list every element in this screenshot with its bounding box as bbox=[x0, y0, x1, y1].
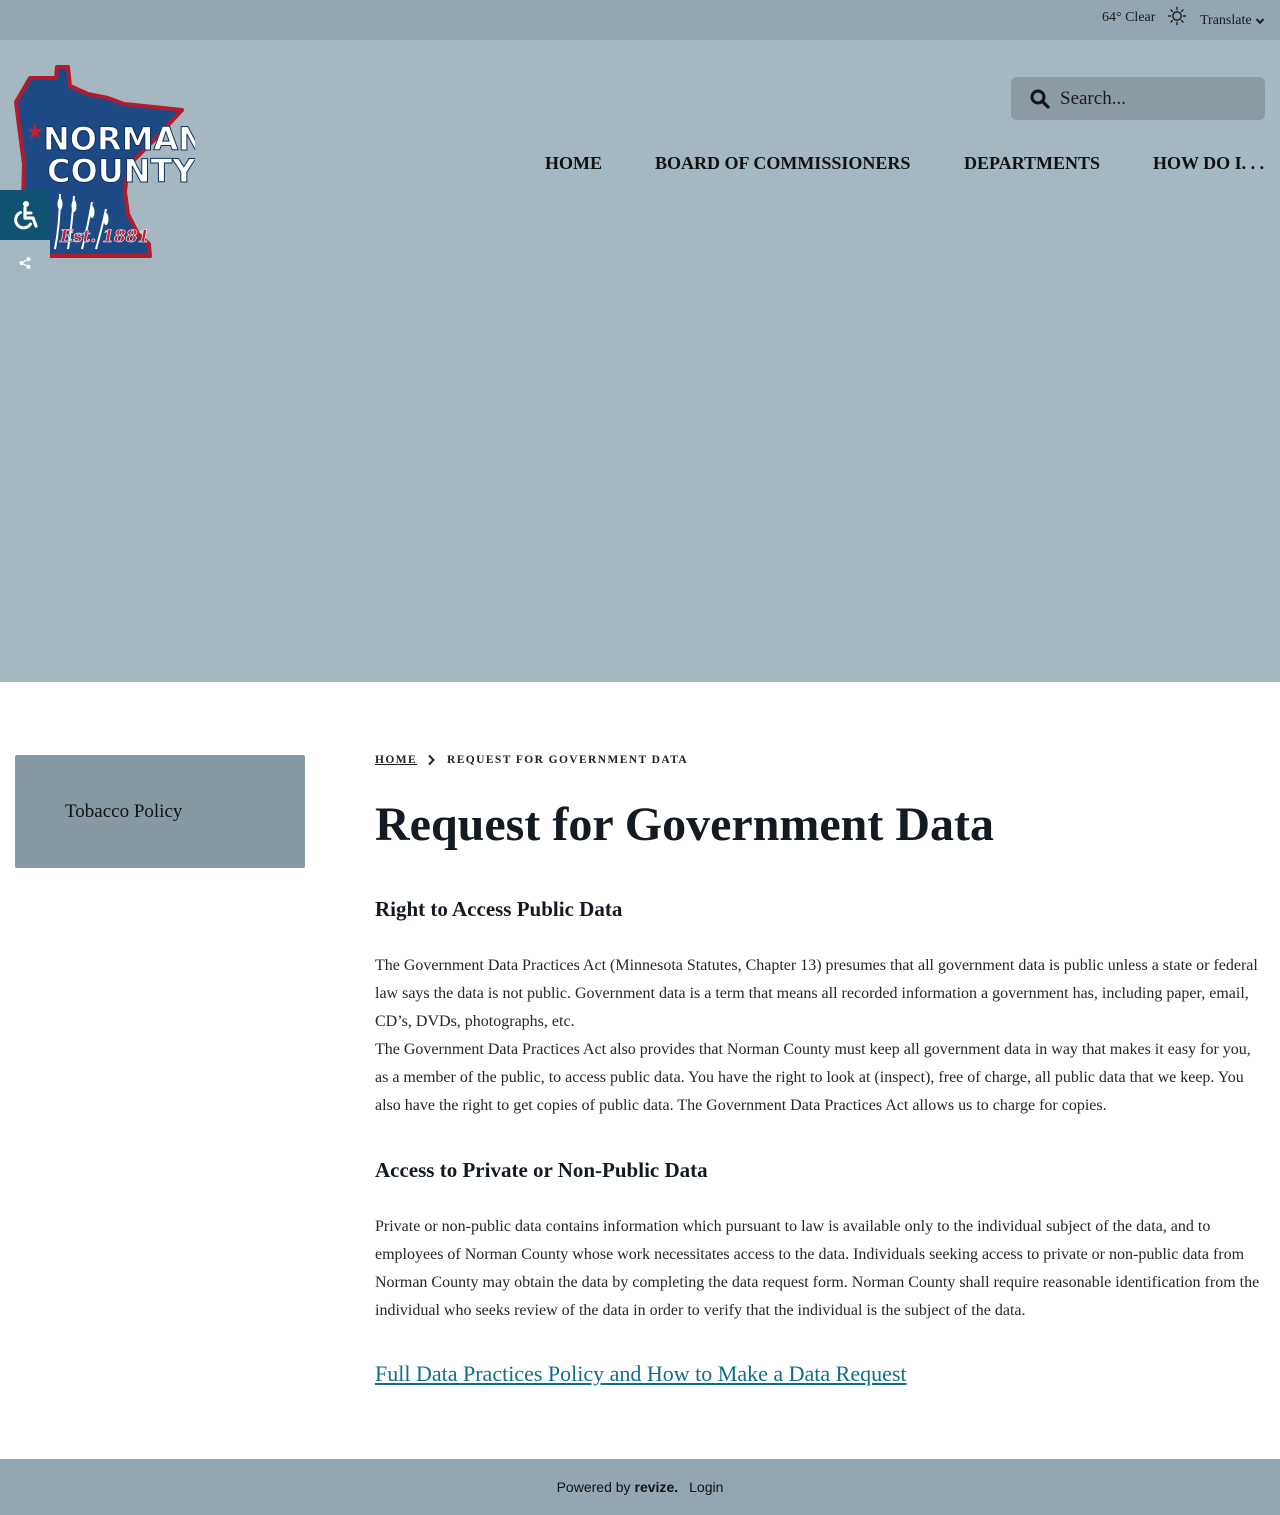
logo-text-county: COUNTY bbox=[47, 152, 195, 190]
site-footer bbox=[0, 1459, 1280, 1515]
section-heading-public-data: Right to Access Public Data bbox=[375, 897, 623, 921]
chevron-down-icon bbox=[1255, 16, 1265, 26]
paragraph-public-data-2: The Government Data Practices Act also provides that Norman County must keep all government data in way that makes it easy for you, as a member of the public, to access public data. You have the right to look at (inspect), free of charge, all public data that we keep. You also have the right to get copies of public data. The Government Data Practices Act allows us to charge for copies. bbox=[375, 1041, 1251, 1114]
share-icon bbox=[19, 257, 31, 269]
paragraph-public-data-1: The Government Data Practices Act (Minnesota Statutes, Chapter 13) presumes that all government data is public unless a state or federal law says the data is not public. Government data is a term that means all recorded information a government has, including paper, email, CD’s, DVDs, photographs, etc. bbox=[375, 957, 1258, 1030]
revize-brand-link[interactable]: revize. bbox=[634, 1479, 679, 1495]
translate-label: Translate bbox=[1200, 13, 1252, 28]
wheelchair-icon bbox=[9, 199, 41, 231]
breadcrumb-home[interactable]: HOME bbox=[375, 754, 418, 766]
page-title: Request for Government Data bbox=[375, 798, 995, 851]
utility-bar bbox=[0, 0, 1280, 40]
sun-icon bbox=[1166, 6, 1188, 28]
nav-how-do-i[interactable]: HOW DO I. . . bbox=[1153, 153, 1265, 173]
nav-board-of-commissioners[interactable]: BOARD OF COMMISSIONERS bbox=[655, 153, 911, 173]
translate-dropdown[interactable] bbox=[1200, 13, 1265, 29]
sidebar bbox=[15, 755, 305, 868]
paragraph-private-data: Private or non-public data contains information which pursuant to law is available only to the individual subject of the data, and to employees of Norman County whose work necessitates access to the data. Individuals seeking access to private or non-public data from Norman County may obtain the data by completing the data request form. Norman County shall require reasonable identification from the individual who seeks review of the data in order to verify that the individual is the subject of the data. bbox=[375, 1218, 1260, 1319]
breadcrumb bbox=[375, 752, 688, 768]
nav-home[interactable]: HOME bbox=[545, 153, 602, 173]
search-icon[interactable] bbox=[1030, 89, 1050, 109]
section-heading-private-data: Access to Private or Non-Public Data bbox=[375, 1158, 708, 1182]
logo-text-established: Est. 1881 bbox=[60, 227, 150, 247]
search-box bbox=[1011, 77, 1265, 120]
sidebar-item-tobacco-policy[interactable]: Tobacco Policy bbox=[65, 801, 183, 822]
accessibility-button[interactable] bbox=[0, 190, 50, 240]
weather-text: 64° Clear bbox=[1102, 10, 1156, 25]
data-practices-policy-link[interactable]: Full Data Practices Policy and How to Make a Data Request bbox=[375, 1361, 907, 1386]
site-header bbox=[0, 40, 1280, 682]
share-button[interactable] bbox=[0, 240, 50, 286]
main-nav bbox=[0, 153, 1280, 173]
search-input[interactable] bbox=[1060, 88, 1250, 110]
powered-by-text: Powered by bbox=[556, 1479, 631, 1495]
nav-departments[interactable]: DEPARTMENTS bbox=[964, 153, 1101, 173]
logo-text-norman: NORMAN bbox=[43, 120, 195, 158]
breadcrumb-current: REQUEST FOR GOVERNMENT DATA bbox=[447, 754, 689, 766]
login-link[interactable]: Login bbox=[689, 1479, 724, 1495]
chevron-right-icon bbox=[425, 754, 437, 766]
